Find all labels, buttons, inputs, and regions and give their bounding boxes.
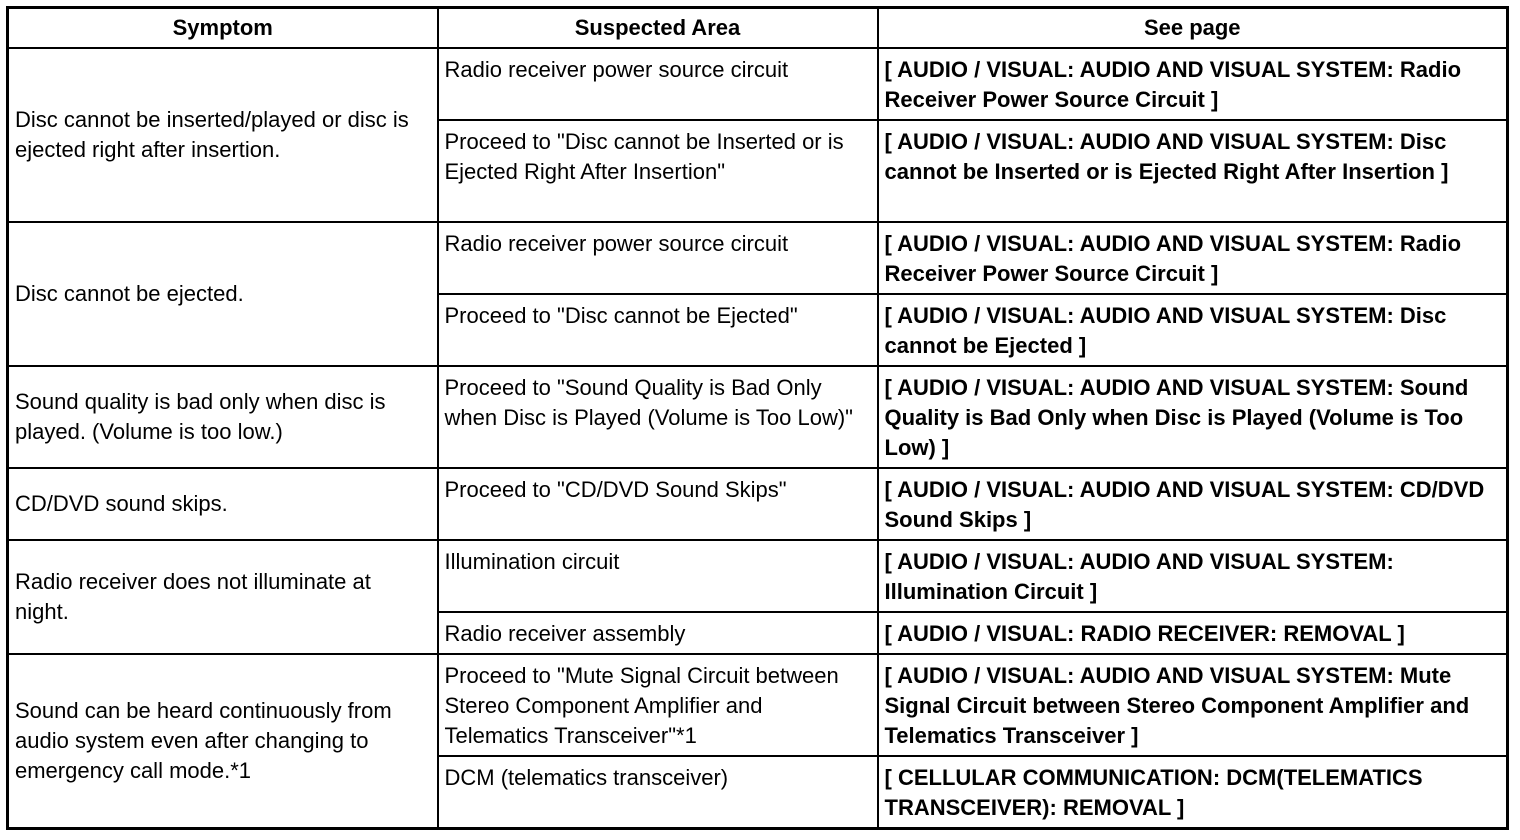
see-page-cell: [ AUDIO / VISUAL: AUDIO AND VISUAL SYSTEM: Sound Quality is Bad Only when Disc is Played (Volume is Too Low) ] [878,366,1508,468]
symptom-cell: Radio receiver does not illuminate at night. [8,540,438,654]
symptom-cell: Sound quality is bad only when disc is played. (Volume is too low.) [8,366,438,468]
suspected-area-cell: Proceed to "Disc cannot be Inserted or is Ejected Right After Insertion" [438,120,878,222]
troubleshooting-table-container [6,6,1506,832]
header-see-page: See page [878,8,1508,49]
suspected-area-cell: Proceed to "Disc cannot be Ejected" [438,294,878,366]
see-page-cell: [ AUDIO / VISUAL: AUDIO AND VISUAL SYSTEM: Mute Signal Circuit between Stereo Component Amplifier and Telematics Transceiver ] [878,654,1508,756]
suspected-area-cell: Radio receiver assembly [438,612,878,654]
table-row [8,366,1508,468]
header-row [8,8,1508,49]
see-page-cell: [ AUDIO / VISUAL: AUDIO AND VISUAL SYSTEM: Radio Receiver Power Source Circuit ] [878,222,1508,294]
see-page-cell: [ AUDIO / VISUAL: AUDIO AND VISUAL SYSTEM: CD/DVD Sound Skips ] [878,468,1508,540]
see-page-cell: [ AUDIO / VISUAL: RADIO RECEIVER: REMOVAL ] [878,612,1508,654]
table-row [8,48,1508,120]
table-row [8,654,1508,756]
table-row [8,222,1508,294]
header-symptom: Symptom [8,8,438,49]
suspected-area-cell: Illumination circuit [438,540,878,612]
symptom-cell: CD/DVD sound skips. [8,468,438,540]
suspected-area-cell: Proceed to "CD/DVD Sound Skips" [438,468,878,540]
suspected-area-cell: Proceed to "Mute Signal Circuit between Stereo Component Amplifier and Telematics Transceiver"*1 [438,654,878,756]
suspected-area-cell: DCM (telematics transceiver) [438,756,878,828]
symptom-cell: Disc cannot be inserted/played or disc is ejected right after insertion. [8,48,438,222]
see-page-cell: [ AUDIO / VISUAL: AUDIO AND VISUAL SYSTEM: Disc cannot be Ejected ] [878,294,1508,366]
table-row [8,540,1508,612]
see-page-cell: [ AUDIO / VISUAL: AUDIO AND VISUAL SYSTEM: Disc cannot be Inserted or is Ejected Right After Insertion ] [878,120,1508,222]
suspected-area-cell: Radio receiver power source circuit [438,48,878,120]
symptom-cell: Disc cannot be ejected. [8,222,438,366]
troubleshooting-table [6,6,1509,830]
see-page-cell: [ AUDIO / VISUAL: AUDIO AND VISUAL SYSTEM: Radio Receiver Power Source Circuit ] [878,48,1508,120]
suspected-area-cell: Radio receiver power source circuit [438,222,878,294]
symptom-cell: Sound can be heard continuously from audio system even after changing to emergency call mode.*1 [8,654,438,828]
header-suspected-area: Suspected Area [438,8,878,49]
see-page-cell: [ AUDIO / VISUAL: AUDIO AND VISUAL SYSTEM: Illumination Circuit ] [878,540,1508,612]
table-row [8,468,1508,540]
see-page-cell: [ CELLULAR COMMUNICATION: DCM(TELEMATICS TRANSCEIVER): REMOVAL ] [878,756,1508,828]
suspected-area-cell: Proceed to "Sound Quality is Bad Only when Disc is Played (Volume is Too Low)" [438,366,878,468]
